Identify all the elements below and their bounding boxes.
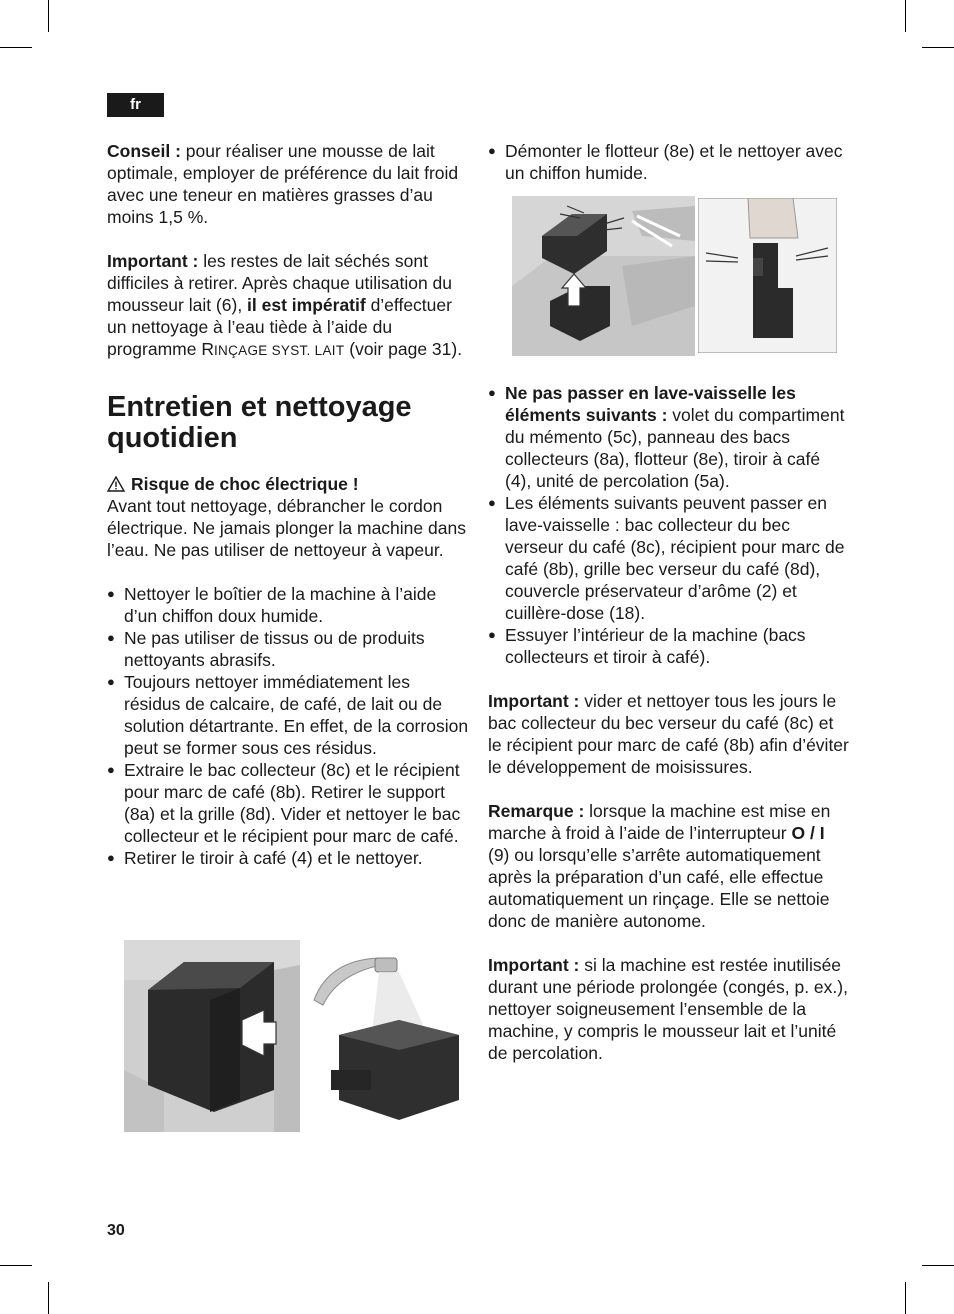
important-label-2: Important : — [488, 691, 580, 711]
right-column-lower — [488, 382, 850, 1064]
program-name-rest: INÇAGE SYST. LAIT — [213, 343, 345, 358]
page-number: 30 — [107, 1222, 125, 1239]
conseil-paragraph — [107, 140, 469, 228]
remarque-paragraph — [488, 800, 850, 932]
switch-label: O / I — [791, 823, 825, 843]
crop-mark — [48, 1282, 49, 1314]
list-item: ● Essuyer l’intérieur de la machine (bacs collecteurs et tiroir à café). — [488, 624, 850, 668]
important-label-1: Important : — [107, 251, 199, 271]
important-text-1b: d’effectuer un nettoyage à l’eau tiède à l’aide du programme — [107, 295, 452, 359]
float-list — [488, 140, 850, 184]
warning-text: Avant tout nettoyage, débrancher le cordon électrique. Ne jamais plonger la machine dans l’eau. Ne pas utiliser de nettoyeur à vapeur. — [107, 496, 466, 560]
remarque-label: Remarque : — [488, 801, 585, 821]
important-text-1c: (voir page 31). — [344, 339, 463, 359]
warning-title — [107, 473, 469, 495]
drawer-removal-figure — [124, 940, 300, 1132]
crop-mark — [0, 1265, 32, 1266]
right-column — [488, 140, 850, 184]
list-item — [488, 382, 850, 492]
important-text-1a: les restes de lait séchés sont difficiles à retirer. Après chaque utilisation du mousseur lait (6), — [107, 251, 453, 315]
conseil-text: pour réaliser une mousse de lait optimale, employer de préférence du lait froid avec une teneur en matières grasses d’au moins 1,5 %. — [107, 141, 459, 227]
crop-mark — [922, 47, 954, 48]
important-text-2: vider et nettoyer tous les jours le bac collecteur du bec verseur du café (8c) et le récipient pour marc de café (8b) afin d’éviter le développement de moisissures. — [488, 691, 849, 777]
dishwasher-list — [488, 382, 850, 668]
rinse-drawer-figure — [309, 940, 467, 1132]
remarque-text-b: (9) ou lorsqu’elle s’arrête automatiquement après la préparation d’un café, elle effectue automatiquement un rinçage. Elle se nettoie donc de manière autonome. — [488, 845, 830, 931]
float-detail-figure — [698, 198, 837, 353]
crop-mark — [0, 47, 32, 48]
crop-mark — [905, 0, 906, 32]
important-bold-1: il est impératif — [247, 295, 366, 315]
list-item: ● Démonter le flotteur (8e) et le nettoyer avec un chiffon humide. — [488, 140, 850, 184]
crop-mark — [905, 1282, 906, 1314]
list-item: ● Toujours nettoyer immédiatement les résidus de calcaire, de café, de lait ou de solution détartrante. En effet, de la corrosion peut se former sous ces résidus. — [107, 671, 469, 759]
warning-title-text: Risque de choc électrique ! — [131, 474, 359, 494]
list-item: ● Retirer le tiroir à café (4) et le nettoyer. — [107, 847, 469, 869]
important-text-3: si la machine est restée inutilisée durant une période prolongée (congés, p. ex.), nettoyer soigneusement l’ensemble de la machine, y compris le mousseur lait et l’unité de percolation. — [488, 955, 848, 1063]
section-heading: Entretien et nettoyage quotidien — [107, 391, 412, 454]
important-paragraph-2 — [488, 690, 850, 778]
warning-icon — [107, 476, 125, 492]
list-item: ● Les éléments suivants peuvent passer en lave-vaisselle : bac collecteur du bec verseur du café (8c), récipient pour marc de café (8b), grille bec verseur du café (8d), couvercle préservateur d’arôme (2) et cuillère-dose (18). — [488, 492, 850, 624]
cleaning-list — [107, 583, 469, 869]
list-item: ● Nettoyer le boîtier de la machine à l’aide d’un chiffon doux humide. — [107, 583, 469, 627]
important-paragraph-3 — [488, 954, 850, 1064]
language-tag: fr — [107, 93, 164, 117]
dishwasher-warning-bold: Ne pas passer en lave-vaisselle les éléments suivants : — [505, 383, 796, 425]
float-removal-figure — [512, 196, 695, 356]
important-paragraph-1 — [107, 250, 469, 362]
important-label-3: Important : — [488, 955, 580, 975]
crop-mark — [922, 1265, 954, 1266]
program-name-initial: R — [201, 339, 214, 359]
left-column — [107, 140, 469, 869]
remarque-text-a: lorsque la machine est mise en marche à froid à l’aide de l’interrupteur — [488, 801, 831, 843]
dishwasher-warning-text: volet du compartiment du mémento (5c), panneau des bacs collecteurs (8a), flotteur (8e), tiroir à café (4), unité de percolation (5a). — [505, 405, 845, 491]
list-item: ● Extraire le bac collecteur (8c) et le récipient pour marc de café (8b). Retirer le support (8a) et la grille (8d). Vider et nettoyer le bac collecteur et le récipient pour marc de café. — [107, 759, 469, 847]
conseil-label: Conseil : — [107, 141, 181, 161]
crop-mark — [48, 0, 49, 32]
list-item: ● Ne pas utiliser de tissus ou de produits nettoyants abrasifs. — [107, 627, 469, 671]
